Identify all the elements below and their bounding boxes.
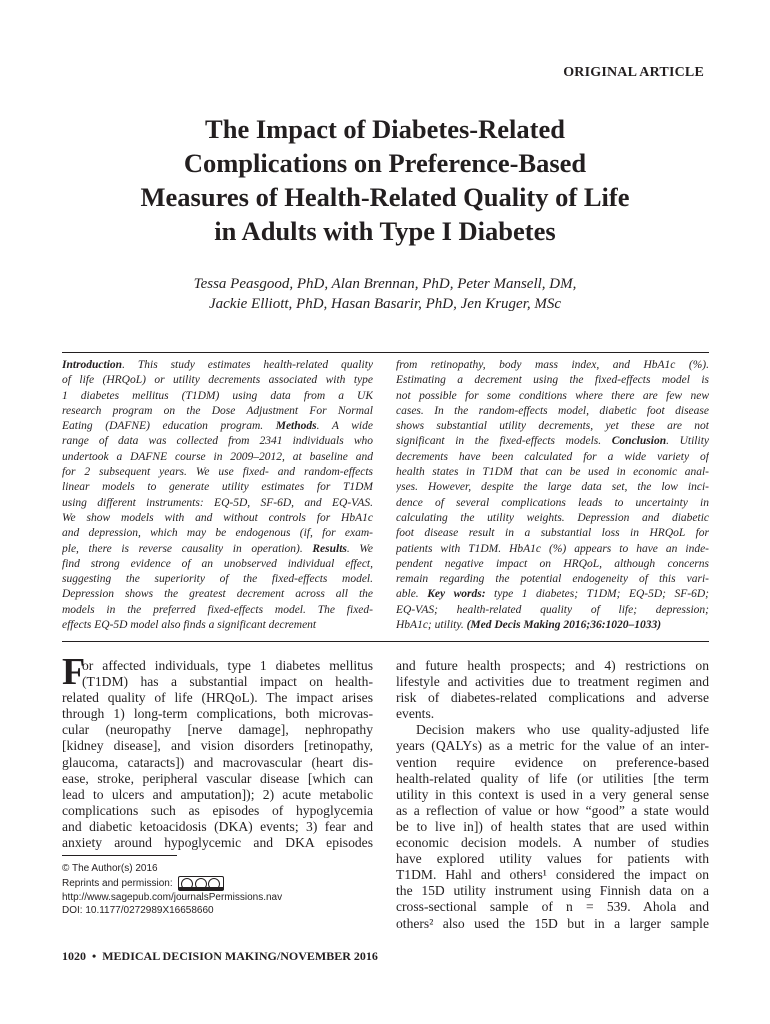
abstract-line — [396, 450, 709, 465]
section-label: ORIGINAL ARTICLE — [563, 65, 704, 80]
abstract-text: effects EQ-5D model also finds a significant decrement — [62, 619, 317, 632]
abstract-heading: Conclusion — [611, 435, 667, 448]
abstract-line — [396, 434, 709, 449]
abstract-heading: (Med Decis Making 2016;36:1020–1033) — [466, 619, 662, 632]
abstract-text: patients with T1DM. HbA1c (%) appears to have an inde- — [396, 542, 709, 555]
title-line: in Adults with Type I Diabetes — [214, 216, 556, 246]
doi-text: DOI: 10.1177/0272989X16658660 — [62, 905, 214, 916]
body-text-line: glaucoma, cataracts]) and macrovascular (heart dis- — [62, 754, 373, 770]
abstract-text: dence of several complications leads to uncertainty in — [396, 496, 709, 509]
abstract-text: models in the preferred fixed-effects model. The fixed- — [62, 603, 373, 616]
abstract-line — [396, 511, 709, 526]
body-text-line: lead to ulcers and amputation]); 2) acute metabolic — [62, 786, 373, 802]
abstract-text: We show models with and without controls for HbA1c — [62, 511, 373, 524]
abstract-text: undertook a DAFNE course in 2009–2012, at baseline and — [62, 450, 373, 463]
abstract-text: from retinopathy, body mass index, and HbA1c (%). — [396, 359, 709, 371]
reprints-line — [62, 876, 282, 891]
abstract-line — [62, 618, 373, 633]
abstract-text: shows substantial utility decrements, yet these are not — [396, 420, 709, 433]
abstract-line — [62, 419, 373, 434]
abstract-text: able. — [396, 588, 428, 601]
abstract-line — [62, 587, 373, 602]
abstract-text: using different instruments: EQ-5D, SF-6D, and EQ-VAS. — [62, 496, 373, 509]
abstract-text: for 2 subsequent years. We use fixed- and random-effects — [62, 466, 373, 479]
abstract-line — [396, 587, 709, 602]
body-text-line: have explored utility values for patients with — [396, 851, 709, 867]
abstract-line — [62, 603, 373, 618]
abstract-line — [396, 526, 709, 541]
abstract-text: and depression, which may be endogenous (if, for exam- — [62, 527, 373, 540]
abstract-line — [396, 373, 709, 388]
abstract-text: linear models to generate utility estimates for T1DM — [62, 481, 373, 494]
author-line: Jackie Elliott, PhD, Hasan Basarir, PhD, Jen Kruger, MSc — [208, 296, 562, 312]
title-line: The Impact of Diabetes-Related — [205, 114, 565, 144]
abstract-line — [62, 465, 373, 480]
abstract-text: research program on the Dose Adjustment For Normal — [62, 404, 373, 417]
abstract-text: Estimating a decrement using the fixed-effects model is — [396, 374, 709, 387]
abstract-line — [396, 618, 709, 633]
abstract-text: ple, there is reverse causality in operation). — [62, 542, 313, 555]
abstract-line — [396, 557, 709, 572]
abstract-left-column — [62, 358, 373, 633]
abstract-line — [396, 572, 709, 587]
abstract-text: range of data was collected from 2341 individuals who — [62, 435, 373, 448]
abstract-line — [62, 557, 373, 572]
abstract-line — [62, 434, 373, 449]
abstract-line — [62, 358, 373, 373]
abstract-bottom-rule — [62, 641, 709, 642]
abstract-line — [62, 496, 373, 511]
abstract-text: foot disease result in a substantial loss in HRQoL for — [396, 527, 709, 540]
abstract-line — [62, 511, 373, 526]
abstract-line — [396, 389, 709, 404]
abstract-top-rule — [62, 352, 709, 353]
abstract-line — [396, 542, 709, 557]
abstract-text: Depression shows the greatest decrement across all the — [62, 588, 373, 601]
abstract-line — [62, 450, 373, 465]
abstract-line — [62, 373, 373, 388]
copyright-text: © The Author(s) 2016 — [62, 863, 158, 874]
bullet-separator: • — [92, 949, 97, 963]
abstract-line — [62, 480, 373, 495]
body-text-line: health-related quality of life (or utilities [the term — [396, 770, 709, 786]
abstract-line — [396, 496, 709, 511]
abstract-text: HbA1c; utility. — [396, 619, 467, 632]
abstract-text: pendent negative impact on HRQoL, although concerns — [396, 557, 709, 570]
abstract-text: health states in T1DM that can be used in economic anal- — [396, 466, 709, 479]
body-text-line: the 15D utility instrument using Finnish data on a — [396, 883, 709, 899]
body-text-line: cular (neuropathy [nerve damage], nephropathy — [62, 722, 373, 738]
permissions-url[interactable]: http://www.sagepub.com/journalsPermissions.nav — [62, 891, 283, 903]
copyright-footnote — [62, 862, 282, 918]
creative-commons-icon — [178, 876, 224, 891]
abstract-line — [396, 603, 709, 618]
body-right-column — [396, 658, 709, 932]
body-text-line: complications such as episodes of hypoglycemia — [62, 802, 373, 818]
abstract-line — [396, 465, 709, 480]
body-text-line: vention require evidence on preference-based — [396, 754, 709, 770]
body-text-line: cross-sectional sample of n = 539. Ahola and — [396, 899, 709, 915]
abstract-text: not possible for some conditions where there are few new — [396, 389, 709, 402]
body-text-line: be to live in]) of health states that are used within — [396, 818, 709, 834]
abstract-text: . A wide — [316, 420, 373, 433]
abstract-text: 1 diabetes mellitus (T1DM) using data from a UK — [62, 389, 373, 402]
body-text-line: ease, stroke, peripheral vascular disease [which can — [62, 770, 373, 786]
abstract-text: cases. In the random-effects model, diabetic foot disease — [396, 404, 709, 417]
abstract-line — [396, 480, 709, 495]
abstract-heading: Results — [312, 542, 347, 555]
body-text-line: [kidney disease], and vision disorders [retinopathy, — [62, 738, 373, 754]
footnote-rule — [62, 855, 177, 856]
author-line: Tessa Peasgood, PhD, Alan Brennan, PhD, Peter Mansell, DM, — [193, 276, 577, 292]
abstract-right-column — [396, 358, 709, 633]
abstract-line — [62, 389, 373, 404]
body-left-column — [62, 658, 373, 851]
abstract-text: EQ-VAS; health-related quality of life; depression; — [396, 603, 709, 616]
abstract-text: type 1 diabetes; T1DM; EQ-5D; SF-6D; — [485, 588, 709, 601]
body-text-line: lifestyle and activities due to treatment regimen and — [396, 674, 709, 690]
abstract-text: calculating the utility weights. Depression and diabetic — [396, 511, 709, 524]
journal-running-head: MEDICAL DECISION MAKING/NOVEMBER 2016 — [102, 949, 378, 963]
body-text-line: years (QALYs) as a metric for the value of an inter- — [396, 738, 709, 754]
abstract-line — [396, 358, 709, 373]
title-line: Complications on Preference-Based — [183, 148, 587, 178]
body-text-line: anxiety around hypoglycemic and DKA episodes — [62, 835, 373, 851]
body-text-line: through 1) long-term complications, both microvas- — [62, 706, 373, 722]
abstract-line — [396, 419, 709, 434]
reprints-text: Reprints and permission: — [62, 877, 173, 889]
abstract-text: . This study estimates health-related quality — [122, 359, 373, 371]
title-line: Measures of Health-Related Quality of Life — [140, 182, 630, 212]
abstract-text: significant in the fixed-effects models. — [396, 435, 612, 448]
page-number: 1020 — [62, 949, 86, 963]
abstract-heading: Methods — [275, 420, 317, 433]
body-text-line: risk of diabetes-related complications and adverse — [396, 690, 709, 706]
abstract-text: of life (HRQoL) or utility decrements associated with type — [62, 374, 373, 387]
abstract-line — [62, 572, 373, 587]
abstract-text: remain regarding the potential endogeneity of this vari- — [396, 573, 709, 586]
abstract-line — [62, 542, 373, 557]
abstract-text: . We — [346, 542, 373, 555]
body-text-line: utility in this context is used in a very general sense — [396, 786, 709, 802]
body-text-line: T1DM. Hahl and others¹ considered the impact on — [396, 867, 709, 883]
body-text-line: and diabetic ketoacidosis (DKA) events; 3) fear and — [62, 818, 373, 834]
body-text-line: and future health prospects; and 4) restrictions on — [396, 658, 709, 673]
body-text-line: Decision makers who use quality-adjusted life — [416, 722, 709, 738]
abstract-text: Eating (DAFNE) education program. — [62, 420, 276, 433]
body-text-line: as a reflection of value or how “good” a state would — [396, 802, 709, 818]
drop-cap: F — [62, 651, 86, 693]
abstract-text: decrements have been calculated for a wide variety of — [396, 450, 709, 463]
abstract-text: yses. However, despite the large data set, the low inci- — [396, 481, 709, 494]
body-text-line: others² also used the 15D but in a larger sample — [396, 915, 709, 931]
abstract-text: find strong evidence of an unobserved individual effect, — [62, 557, 373, 570]
body-text-line: (T1DM) has a substantial impact on health- — [82, 674, 373, 690]
abstract-text: suggesting the superiority of the fixed-effects model. — [62, 573, 373, 586]
abstract-line — [62, 526, 373, 541]
body-text-line: economic decision models. A number of studies — [396, 835, 709, 851]
body-text-line: related quality of life (HRQoL). The impact arises — [62, 690, 373, 706]
page-footer — [62, 949, 378, 964]
abstract-heading: Key words: — [427, 588, 486, 601]
abstract-line — [62, 404, 373, 419]
body-text-line: events. — [396, 706, 435, 722]
article-title — [60, 112, 710, 248]
abstract-line — [396, 404, 709, 419]
body-text-line: or affected individuals, type 1 diabetes mellitus — [82, 658, 373, 673]
abstract-text: . Utility — [666, 435, 709, 448]
author-list — [60, 274, 710, 314]
abstract-heading: Introduction — [62, 359, 123, 371]
